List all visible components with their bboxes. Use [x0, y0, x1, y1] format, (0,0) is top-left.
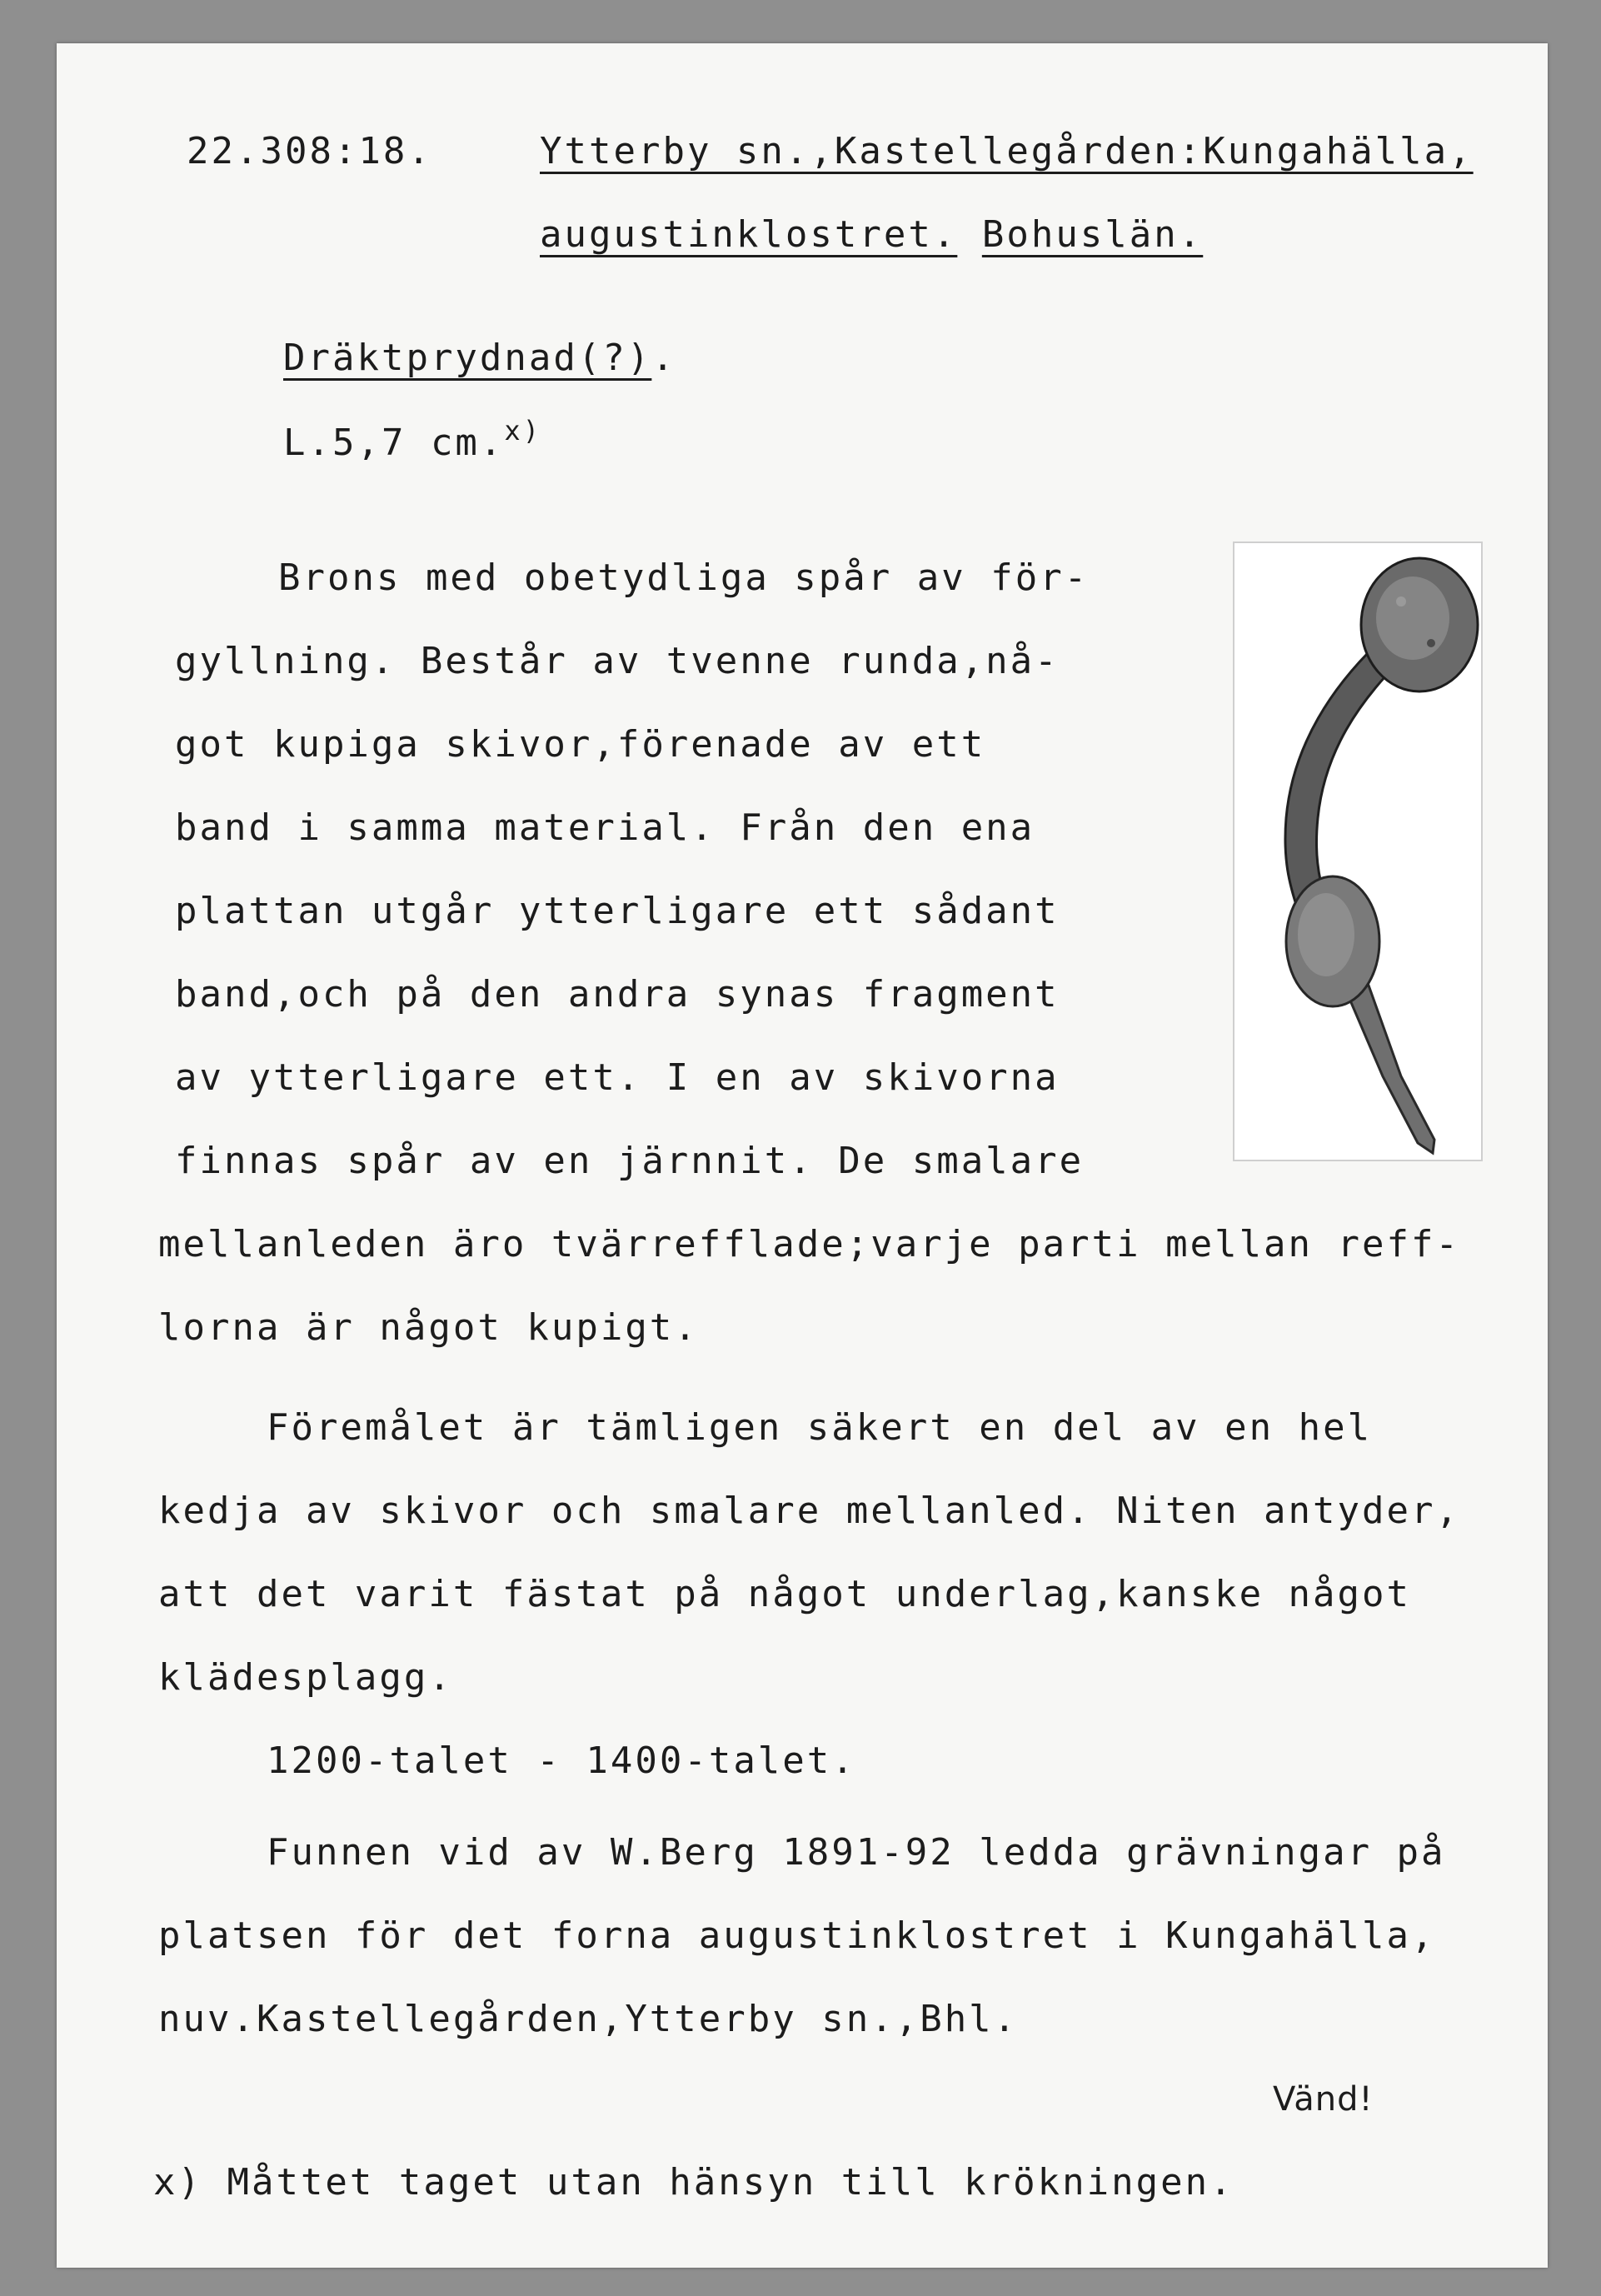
description-line: finnas spår av en järnnit. De smalare	[175, 1140, 1085, 1182]
description-line: mellanleden äro tvärrefflade;varje parti mellan reff-	[158, 1223, 1460, 1265]
find-line: Funnen vid av W.Berg 1891-92 ledda grävningar på	[267, 1831, 1446, 1874]
description-line: got kupiga skivor,förenade av ett	[175, 723, 986, 766]
description-line: lorna är något kupigt.	[158, 1306, 699, 1349]
description-line: Brons med obetydliga spår av för-	[278, 557, 1090, 599]
location-line-2	[540, 213, 1204, 256]
object-photo-image	[1234, 543, 1481, 1160]
measure: L.5,7 cm.$^{x)}$	[283, 415, 541, 464]
find-line: nuv.Kastellegården,Ytterby sn.,Bhl.	[158, 1998, 1019, 2040]
catalog-card	[57, 43, 1548, 2268]
dating: 1200-talet - 1400-talet.	[267, 1739, 856, 1782]
object-name: Dräktprydnad(?).	[283, 337, 676, 379]
interpretation-line: att det varit fästat på något underlag,kanske något	[158, 1573, 1412, 1615]
description-line: gyllning. Består av tvenne runda,nå-	[175, 640, 1060, 682]
interpretation-line: kedja av skivor och smalare mellanled. Niten antyder,	[158, 1490, 1460, 1532]
turn-over-note: Vänd!	[1273, 2080, 1374, 2119]
description-line: plattan utgår ytterligare ett sådant	[175, 890, 1060, 932]
catalog-number: 22.308:18.	[187, 130, 432, 172]
description-line: av ytterligare ett. I en av skivorna	[175, 1056, 1060, 1099]
location-site: augustinklostret.	[540, 213, 958, 256]
measure-note-mark: x)	[504, 415, 541, 447]
object-name-text: Dräktprydnad(?)	[283, 337, 652, 379]
interpretation-line: klädesplagg.	[158, 1656, 453, 1699]
interpretation-line: Föremålet är tämligen säkert en del av en hel	[267, 1406, 1373, 1449]
object-photo	[1233, 542, 1483, 1161]
find-line: platsen för det forna augustinklostret i Kungahälla,	[158, 1914, 1436, 1957]
footnote: x) Måttet taget utan hänsyn till krökningen.	[153, 2161, 1234, 2204]
location-province: Bohuslän.	[981, 213, 1204, 256]
location-line-1: Ytterby sn.,Kastellegården:Kungahälla,	[540, 130, 1474, 172]
description-line: band i samma material. Från den ena	[175, 806, 1035, 849]
description-line: band,och på den andra synas fragment	[175, 973, 1060, 1016]
